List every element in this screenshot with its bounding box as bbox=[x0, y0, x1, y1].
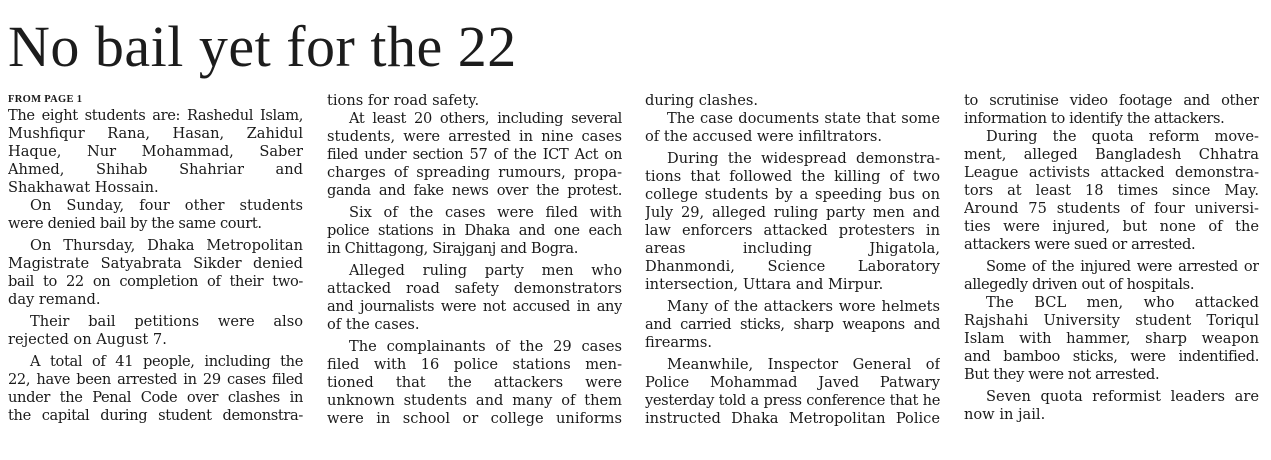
paragraph bbox=[645, 92, 940, 110]
paragraph bbox=[327, 204, 622, 258]
headline: No bail yet for the 22 bbox=[8, 14, 517, 79]
text-line: and bamboo sticks, were indentified. bbox=[964, 348, 1259, 365]
text-line: Around 75 students of four universi- bbox=[964, 200, 1259, 217]
text-line: Their bail petitions were also bbox=[30, 313, 303, 330]
article-column-4 bbox=[964, 92, 1259, 460]
text-line: Many of the attackers wore helmets bbox=[667, 298, 940, 315]
text-line: of the accused were infiltrators. bbox=[645, 128, 883, 145]
text-line: of the cases. bbox=[327, 316, 420, 333]
paragraph bbox=[645, 110, 940, 146]
text-line: ties were injured, but none of the bbox=[964, 218, 1259, 235]
text-line: July 29, alleged ruling party men and bbox=[645, 204, 940, 221]
text-line: charges of spreading rumours, propa- bbox=[327, 164, 622, 181]
text-line: On Sunday, four other students bbox=[30, 197, 303, 214]
text-line: filed under section 57 of the ICT Act on bbox=[327, 146, 622, 163]
text-line: intersection, Uttara and Mirpur. bbox=[645, 276, 884, 293]
text-line: During the quota reform move- bbox=[986, 128, 1259, 145]
text-line: Shakhawat Hossain. bbox=[8, 179, 159, 196]
text-line: the capital during student demonstra- bbox=[8, 407, 303, 424]
text-line: law enforcers attacked protesters in bbox=[645, 222, 940, 239]
text-line: under the Penal Code over clashes in bbox=[8, 389, 303, 406]
text-line: League activists attacked demonstra- bbox=[964, 164, 1259, 181]
text-line: Magistrate Satyabrata Sikder denied bbox=[8, 255, 303, 272]
text-line: During the widespread demonstra- bbox=[667, 150, 940, 167]
text-line: Meanwhile, Inspector General of bbox=[667, 356, 940, 373]
text-line: unknown students and many of them bbox=[327, 392, 622, 409]
text-line: allegedly driven out of hospitals. bbox=[964, 276, 1195, 293]
text-line: areas including Jhigatola, bbox=[645, 240, 940, 257]
text-line: information to identify the attackers. bbox=[964, 110, 1225, 127]
text-line: ganda and fake news over the protest. bbox=[327, 182, 622, 199]
text-line: Haque, Nur Mohammad, Saber bbox=[8, 143, 303, 160]
text-line: At least 20 others, including several bbox=[349, 110, 622, 127]
text-line: But they were not arrested. bbox=[964, 366, 1160, 383]
text-line: Seven quota reformist leaders are bbox=[986, 388, 1259, 405]
paragraph bbox=[327, 92, 622, 110]
text-line: college students by a speeding bus on bbox=[645, 186, 940, 203]
text-line: Police Mohammad Javed Patwary bbox=[645, 374, 940, 391]
text-line: attacked road safety demonstrators bbox=[327, 280, 622, 297]
text-line: day remand. bbox=[8, 291, 101, 308]
paragraph bbox=[327, 110, 622, 200]
text-line: tions that followed the killing of two bbox=[645, 168, 940, 185]
text-line: to scrutinise video footage and other bbox=[964, 92, 1259, 109]
text-line: were denied bail by the same court. bbox=[8, 215, 262, 232]
paragraph bbox=[964, 388, 1259, 424]
text-line: instructed Dhaka Metropolitan Police bbox=[645, 410, 940, 427]
text-line: Ahmed, Shihab Shahriar and bbox=[8, 161, 303, 178]
paragraph bbox=[645, 150, 940, 294]
text-line: now in jail. bbox=[964, 406, 1046, 423]
paragraph bbox=[964, 258, 1259, 294]
text-line: Alleged ruling party men who bbox=[349, 262, 622, 279]
text-line: 22, have been arrested in 29 cases filed bbox=[8, 371, 303, 388]
text-line: The BCL men, who attacked bbox=[986, 294, 1259, 311]
text-line: Islam with hammer, sharp weapon bbox=[964, 330, 1259, 347]
text-line: filed with 16 police stations men- bbox=[327, 356, 622, 373]
text-line: Rajshahi University student Toriqul bbox=[964, 312, 1259, 329]
text-line: and journalists were not accused in any bbox=[327, 298, 622, 315]
text-line: Mushfiqur Rana, Hasan, Zahidul bbox=[8, 125, 303, 142]
paragraph bbox=[8, 353, 303, 425]
text-line: The case documents state that some bbox=[667, 110, 940, 127]
text-line: On Thursday, Dhaka Metropolitan bbox=[30, 237, 303, 254]
text-line: Six of the cases were filed with bbox=[349, 204, 622, 221]
text-line: Some of the injured were arrested or bbox=[986, 258, 1259, 275]
article-column-2 bbox=[327, 92, 622, 460]
text-line: rejected on August 7. bbox=[8, 331, 167, 348]
paragraph bbox=[645, 356, 940, 428]
text-line: attackers were sued or arrested. bbox=[964, 236, 1196, 253]
paragraph bbox=[964, 128, 1259, 254]
text-line: yesterday told a press conference that he bbox=[645, 392, 940, 409]
paragraph bbox=[8, 107, 303, 197]
text-line: in Chittagong, Sirajganj and Bogra. bbox=[327, 240, 578, 257]
paragraph bbox=[8, 313, 303, 349]
paragraph bbox=[645, 298, 940, 352]
text-line: ment, alleged Bangladesh Chhatra bbox=[964, 146, 1259, 163]
text-line: were in school or college uniforms bbox=[327, 410, 622, 427]
paragraph bbox=[964, 294, 1259, 384]
text-line: bail to 22 on completion of their two- bbox=[8, 273, 303, 290]
text-line: firearms. bbox=[645, 334, 712, 351]
paragraph bbox=[8, 237, 303, 309]
text-line: police stations in Dhaka and one each bbox=[327, 222, 622, 239]
article-column-3 bbox=[645, 92, 940, 460]
text-line: students, were arrested in nine cases bbox=[327, 128, 622, 145]
text-line: The eight students are: Rashedul Islam, bbox=[8, 107, 303, 124]
text-line: The complainants of the 29 cases bbox=[349, 338, 622, 355]
text-line: during clashes. bbox=[645, 92, 758, 109]
text-line: tors at least 18 times since May. bbox=[964, 182, 1259, 199]
kicker-from-page-1: FROM PAGE 1 bbox=[8, 94, 83, 105]
text-line: and carried sticks, sharp weapons and bbox=[645, 316, 940, 333]
text-line: A total of 41 people, including the bbox=[30, 353, 303, 370]
paragraph bbox=[327, 338, 622, 428]
text-line: tioned that the attackers were bbox=[327, 374, 622, 391]
text-line: tions for road safety. bbox=[327, 92, 480, 109]
paragraph bbox=[8, 197, 303, 233]
article-column-1 bbox=[8, 92, 303, 460]
text-line: Dhanmondi, Science Laboratory bbox=[645, 258, 940, 275]
paragraph bbox=[964, 92, 1259, 128]
paragraph bbox=[327, 262, 622, 334]
